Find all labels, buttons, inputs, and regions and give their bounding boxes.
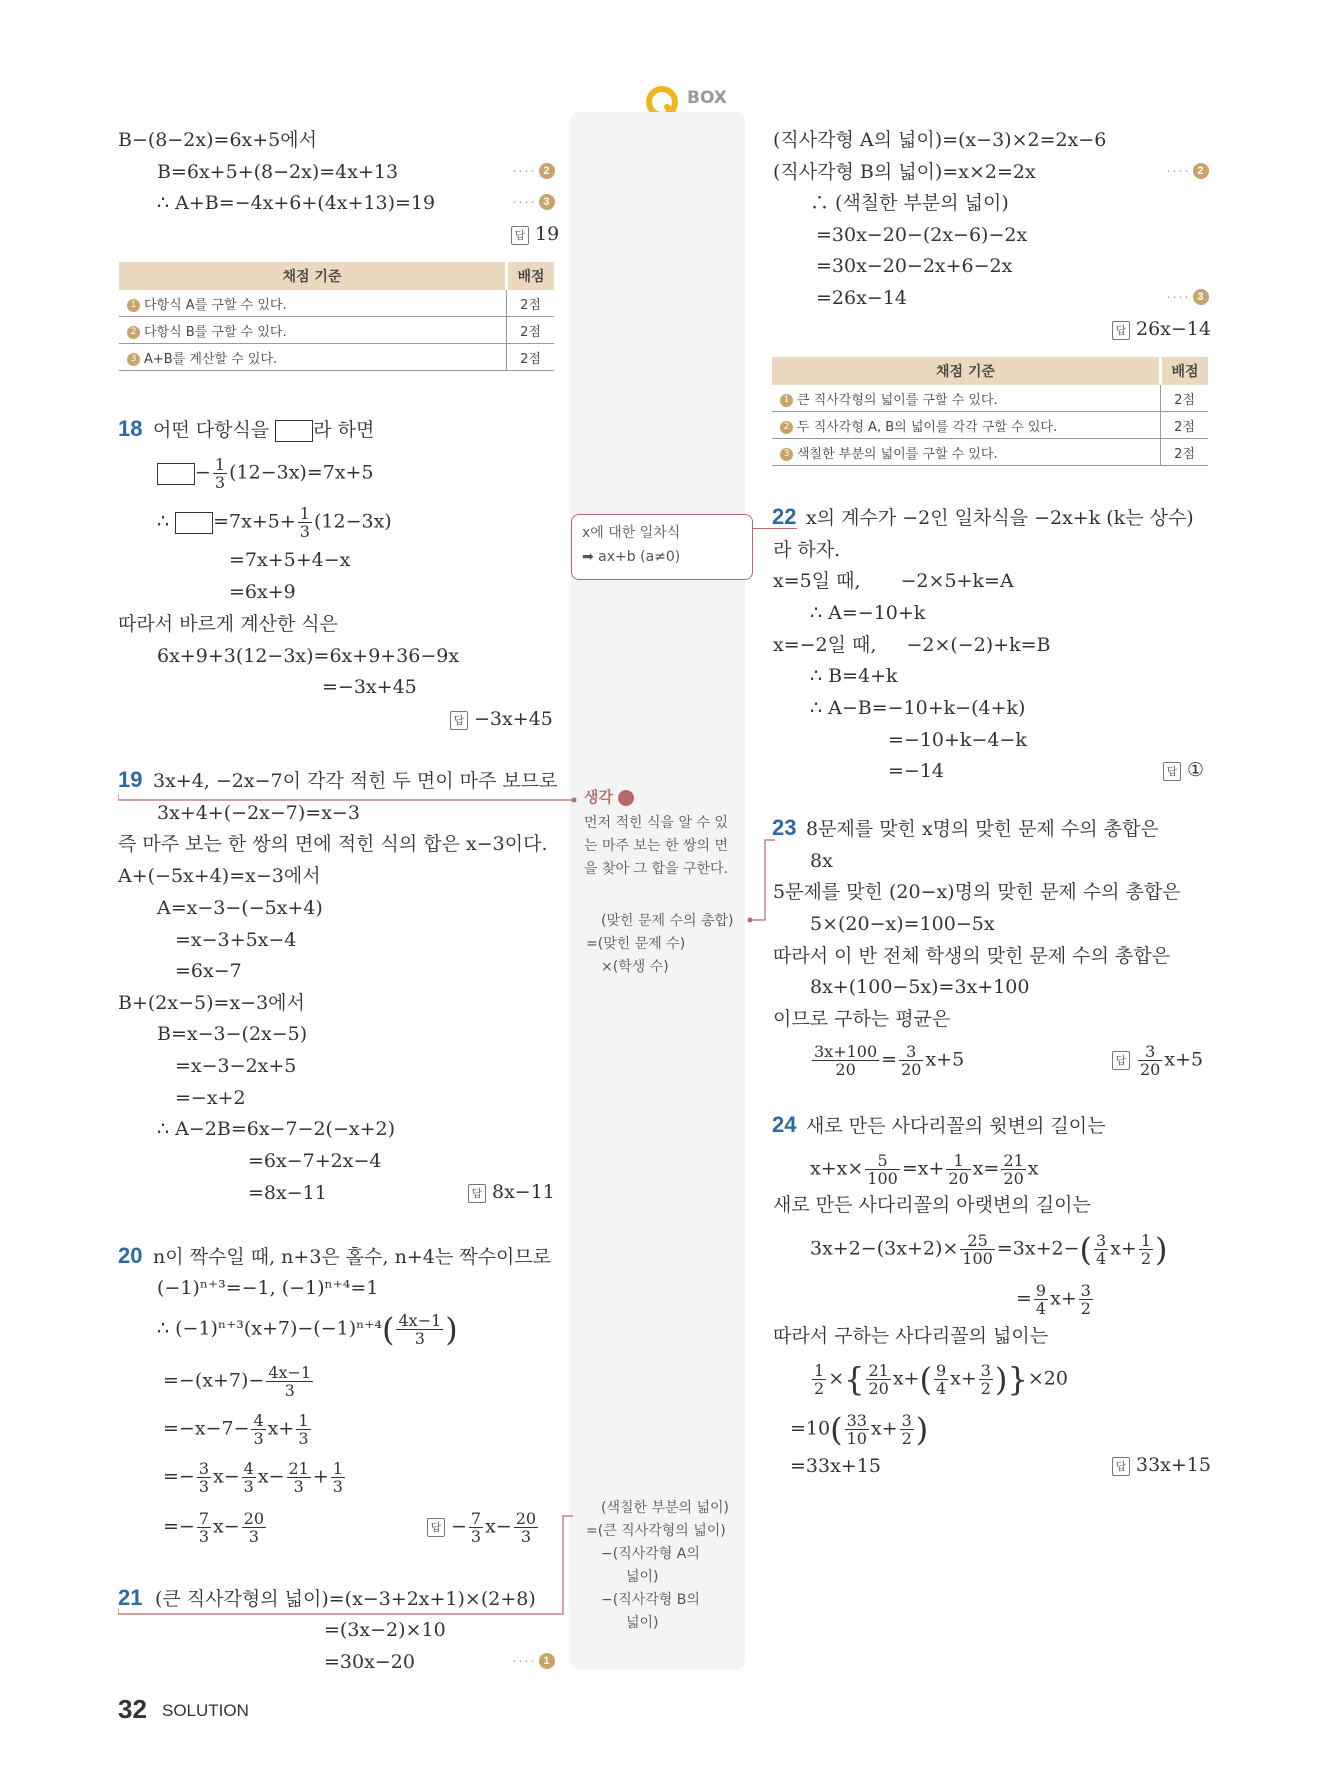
p20-line2: (−1)ⁿ⁺³=−1, (−1)ⁿ⁺⁴=1 <box>157 1277 379 1299</box>
p24-line4: 3x+2−(3x+2)× $\frac{25}{100}$ =3x+2−( $\frac{3}{4}$ x+ $\frac{1}{2}$ ) <box>810 1230 1168 1269</box>
p23-line3: 5문제를 맞힌 (20−x)명의 맞힌 문제 수의 총합은 <box>773 881 1181 903</box>
criteria-header: 채점 기준 <box>119 262 507 290</box>
p19-answer: 답 8x−11 <box>468 1181 555 1203</box>
p18-answer: 답 −3x+45 <box>450 708 553 730</box>
p20-answer: 답 − $\frac{7}{3}$ x− $\frac{20}{3}$ <box>427 1510 540 1545</box>
p21b-line6: =26x−14 <box>816 287 907 309</box>
p21-answer: 답 26x−14 <box>1112 318 1211 340</box>
p22-line4: ∴ A=−10+k <box>810 602 926 624</box>
p19-line2: 3x+4+(−2x−7)=x−3 <box>157 802 360 824</box>
p21b-line2: (직사각형 B의 넓이)=x×2=2x <box>773 161 1036 183</box>
box-label: BOX <box>687 88 727 108</box>
p21b-line1: (직사각형 A의 넓이)=(x−3)×2=2x−6 <box>773 129 1107 151</box>
p18-line6: 따라서 바르게 계산한 식은 <box>118 613 339 635</box>
p19-line14: =8x−11 <box>248 1182 327 1204</box>
p24-line2: x+x× $\frac{5}{100}$ =x+ $\frac{1}{20}$ x= $\frac{21}{20}$ x <box>810 1151 1039 1188</box>
p17-line3: ∴ A+B=−4x+6+(4x+13)=19 <box>157 192 436 214</box>
p19-line13: =6x−7+2x−4 <box>248 1150 382 1172</box>
bulb-icon <box>618 790 634 806</box>
p21-line3: =30x−20 <box>324 1651 415 1673</box>
p22-line2: 라 하자. <box>773 539 841 561</box>
p24-line9: =33x+15 <box>790 1455 881 1477</box>
problem-number-18: 18 <box>118 416 143 441</box>
p20-line1: n이 짝수일 때, n+3은 홀수, n+4는 짝수이므로 <box>153 1246 552 1268</box>
p21-line2: =(3x−2)×10 <box>324 1619 446 1641</box>
p24-line1: 새로 만든 사다리꼴의 윗변의 길이는 <box>806 1115 1106 1137</box>
p23-line6: 8x+(100−5x)=3x+100 <box>810 976 1030 998</box>
p19-line9: B=x−3−(2x−5) <box>157 1023 308 1045</box>
p19-line12: ∴ A−2B=6x−7−2(−x+2) <box>157 1118 396 1140</box>
marker-3: ···· 3 <box>1166 288 1209 305</box>
p22-line7: ∴ A−B=−10+k−(4+k) <box>810 697 1026 719</box>
criteria-header: 채점 기준 <box>772 357 1161 385</box>
problem-number-22: 22 <box>772 504 797 529</box>
p17-answer: 답 19 <box>511 223 559 245</box>
p18-line2: − $\frac{1}{3}$ (12−3x)=7x+5 <box>157 456 374 491</box>
p23-line1: 8문제를 맞힌 x명의 맞힌 문제 수의 총합은 <box>806 818 1159 840</box>
p18-line1: 어떤 다항식을 라 하면 <box>153 419 375 441</box>
p23-answer: 답 $\frac{3}{20}$ x+5 <box>1112 1043 1203 1078</box>
p24-line3: 새로 만든 사다리꼴의 아랫변의 길이는 <box>773 1194 1091 1216</box>
table-row: 1 다항식 A를 구할 수 있다. 2점 <box>119 290 554 317</box>
marker-2: ···· 2 <box>1166 162 1209 179</box>
p22-line9: =−14 <box>888 760 945 782</box>
page-number: 32 <box>118 1694 147 1724</box>
p23-line8: $\frac{3x+100}{20}$ = $\frac{3}{20}$ x+5 <box>814 1042 965 1079</box>
table-row: 2 다항식 B를 구할 수 있다. 2점 <box>119 317 554 344</box>
p19-line4: A+(−5x+4)=x−3에서 <box>118 865 321 887</box>
p20-line5: =−x−7− $\frac{4}{3}$ x+ $\frac{1}{3}$ <box>163 1411 309 1448</box>
p22-line1: x의 계수가 −2인 일차식을 −2x+k (k는 상수) <box>806 507 1194 529</box>
connector-line <box>118 1508 578 1618</box>
p19-line6: =x−3+5x−4 <box>175 929 297 951</box>
side-column <box>570 112 745 1670</box>
points-header: 배점 <box>507 262 555 290</box>
p21-line1: (큰 직사각형의 넓이)=(x−3+2x+1)×(2+8) <box>155 1588 536 1610</box>
p20-line7: =− $\frac{7}{3}$ x− $\frac{20}{3}$ <box>163 1509 265 1546</box>
p24-line5: = $\frac{9}{4}$ x+ $\frac{3}{2}$ <box>1016 1281 1091 1318</box>
p21-criteria-table <box>772 357 1208 466</box>
p18-line4: =7x+5+4−x <box>229 549 351 571</box>
p18-line3: ∴ =7x+5+ $\frac{1}{3}$ (12−3x) <box>157 504 392 541</box>
problem-number-23: 23 <box>772 815 797 840</box>
p17-line1: B−(8−2x)=6x+5에서 <box>118 129 317 151</box>
p19-line7: =6x−7 <box>175 960 242 982</box>
p21b-line3: ∴ (색칠한 부분의 넓이) <box>810 192 1009 214</box>
connector-line <box>752 528 797 529</box>
p24-answer: 답 33x+15 <box>1112 1454 1211 1476</box>
p22-answer: 답 ① <box>1163 759 1204 781</box>
side-note-area: (색칠한 부분의 넓이) =(큰 직사각형의 넓이) −(직사각형 A의 넓이) −(직사각형 B의 넓이) <box>586 1500 730 1631</box>
p23-line4: 5×(20−x)=100−5x <box>810 913 995 935</box>
p18-line8: =−3x+45 <box>322 676 417 698</box>
p24-line8: =10( $\frac{33}{10}$ x+ $\frac{3}{2}$ ) <box>790 1410 929 1449</box>
problem-number-21: 21 <box>118 1585 143 1610</box>
p24-line7: $\frac{1}{2}$ ×{ $\frac{21}{20}$ x+( $\frac{9}{4}$ x+ $\frac{3}{2}$ )}×20 <box>814 1360 1068 1399</box>
p22-line6: ∴ B=4+k <box>810 665 898 687</box>
table-row: 2 두 직사각형 A, B의 넓이를 각각 구할 수 있다. 2점 <box>772 412 1208 439</box>
problem-number-19: 19 <box>118 767 143 792</box>
problem-number-20: 20 <box>118 1243 143 1268</box>
side-note-think: 먼저 적힌 식을 알 수 있 는 마주 보는 한 쌍의 면 을 찾아 그 합을 구한다. <box>584 815 728 877</box>
p19-line3: 즉 마주 보는 한 쌍의 면에 적힌 식의 합은 x−3이다. <box>118 833 548 855</box>
p22-line3: x=5일 때, −2×5+k=A <box>773 570 1014 592</box>
points-header: 배점 <box>1161 357 1209 385</box>
marker-1: ···· 1 <box>512 1652 555 1669</box>
side-note-total: (맞힌 문제 수의 총합) =(맞힌 문제 수) ×(학생 수) <box>586 913 734 975</box>
p19-line10: =x−3−2x+5 <box>175 1055 297 1077</box>
p23-line2: 8x <box>810 850 833 872</box>
table-row: 3 색칠한 부분의 넓이를 구할 수 있다. 2점 <box>772 439 1208 466</box>
p19-line8: B+(2x−5)=x−3에서 <box>118 992 305 1014</box>
p20-line3: ∴ (−1)ⁿ⁺³(x+7)−(−1)ⁿ⁺⁴( $\frac{4x-1}{3}$ ) <box>157 1310 458 1349</box>
p17-criteria-table <box>119 262 554 371</box>
p17-line2: B=6x+5+(8−2x)=4x+13 <box>157 161 399 183</box>
p24-line6: 따라서 구하는 사다리꼴의 넓이는 <box>773 1325 1049 1347</box>
marker-2: ···· 2 <box>512 162 555 179</box>
p22-line5: x=−2일 때, −2×(−2)+k=B <box>773 634 1051 656</box>
think-label: 생각 <box>584 786 634 807</box>
answer-icon: 답 <box>511 226 529 245</box>
p19-line1: 3x+4, −2x−7이 각각 적힌 두 면이 마주 보므로 <box>153 770 558 792</box>
p23-line5: 따라서 이 반 전체 학생의 맞힌 문제 수의 총합은 <box>773 945 1171 967</box>
p19-line11: =−x+2 <box>175 1087 246 1109</box>
p23-line7: 이므로 구하는 평균은 <box>773 1008 951 1030</box>
p18-line5: =6x+9 <box>229 581 296 603</box>
table-row: 1 큰 직사각형의 넓이를 구할 수 있다. 2점 <box>772 385 1208 412</box>
footer-label: SOLUTION <box>162 1701 249 1720</box>
p20-line4: =−(x+7)− $\frac{4x-1}{3}$ <box>163 1363 312 1400</box>
p22-line8: =−10+k−4−k <box>888 729 1027 751</box>
p21b-line4: =30x−20−(2x−6)−2x <box>816 224 1028 246</box>
side-note-linear: x에 대한 일차식 ➡ ax+b (a≠0) <box>571 514 753 580</box>
table-row: 3 A+B를 계산할 수 있다. 2점 <box>119 344 554 371</box>
p18-line7: 6x+9+3(12−3x)=6x+9+36−9x <box>157 645 460 667</box>
p21b-line5: =30x−20−2x+6−2x <box>816 255 1013 277</box>
problem-number-24: 24 <box>772 1112 797 1137</box>
p20-line6: =− $\frac{3}{3}$ x− $\frac{4}{3}$ x− $\frac{21}{3}$ + $\frac{1}{3}$ <box>163 1459 343 1496</box>
marker-3: ···· 3 <box>512 193 555 210</box>
p19-line5: A=x−3−(−5x+4) <box>157 897 323 919</box>
